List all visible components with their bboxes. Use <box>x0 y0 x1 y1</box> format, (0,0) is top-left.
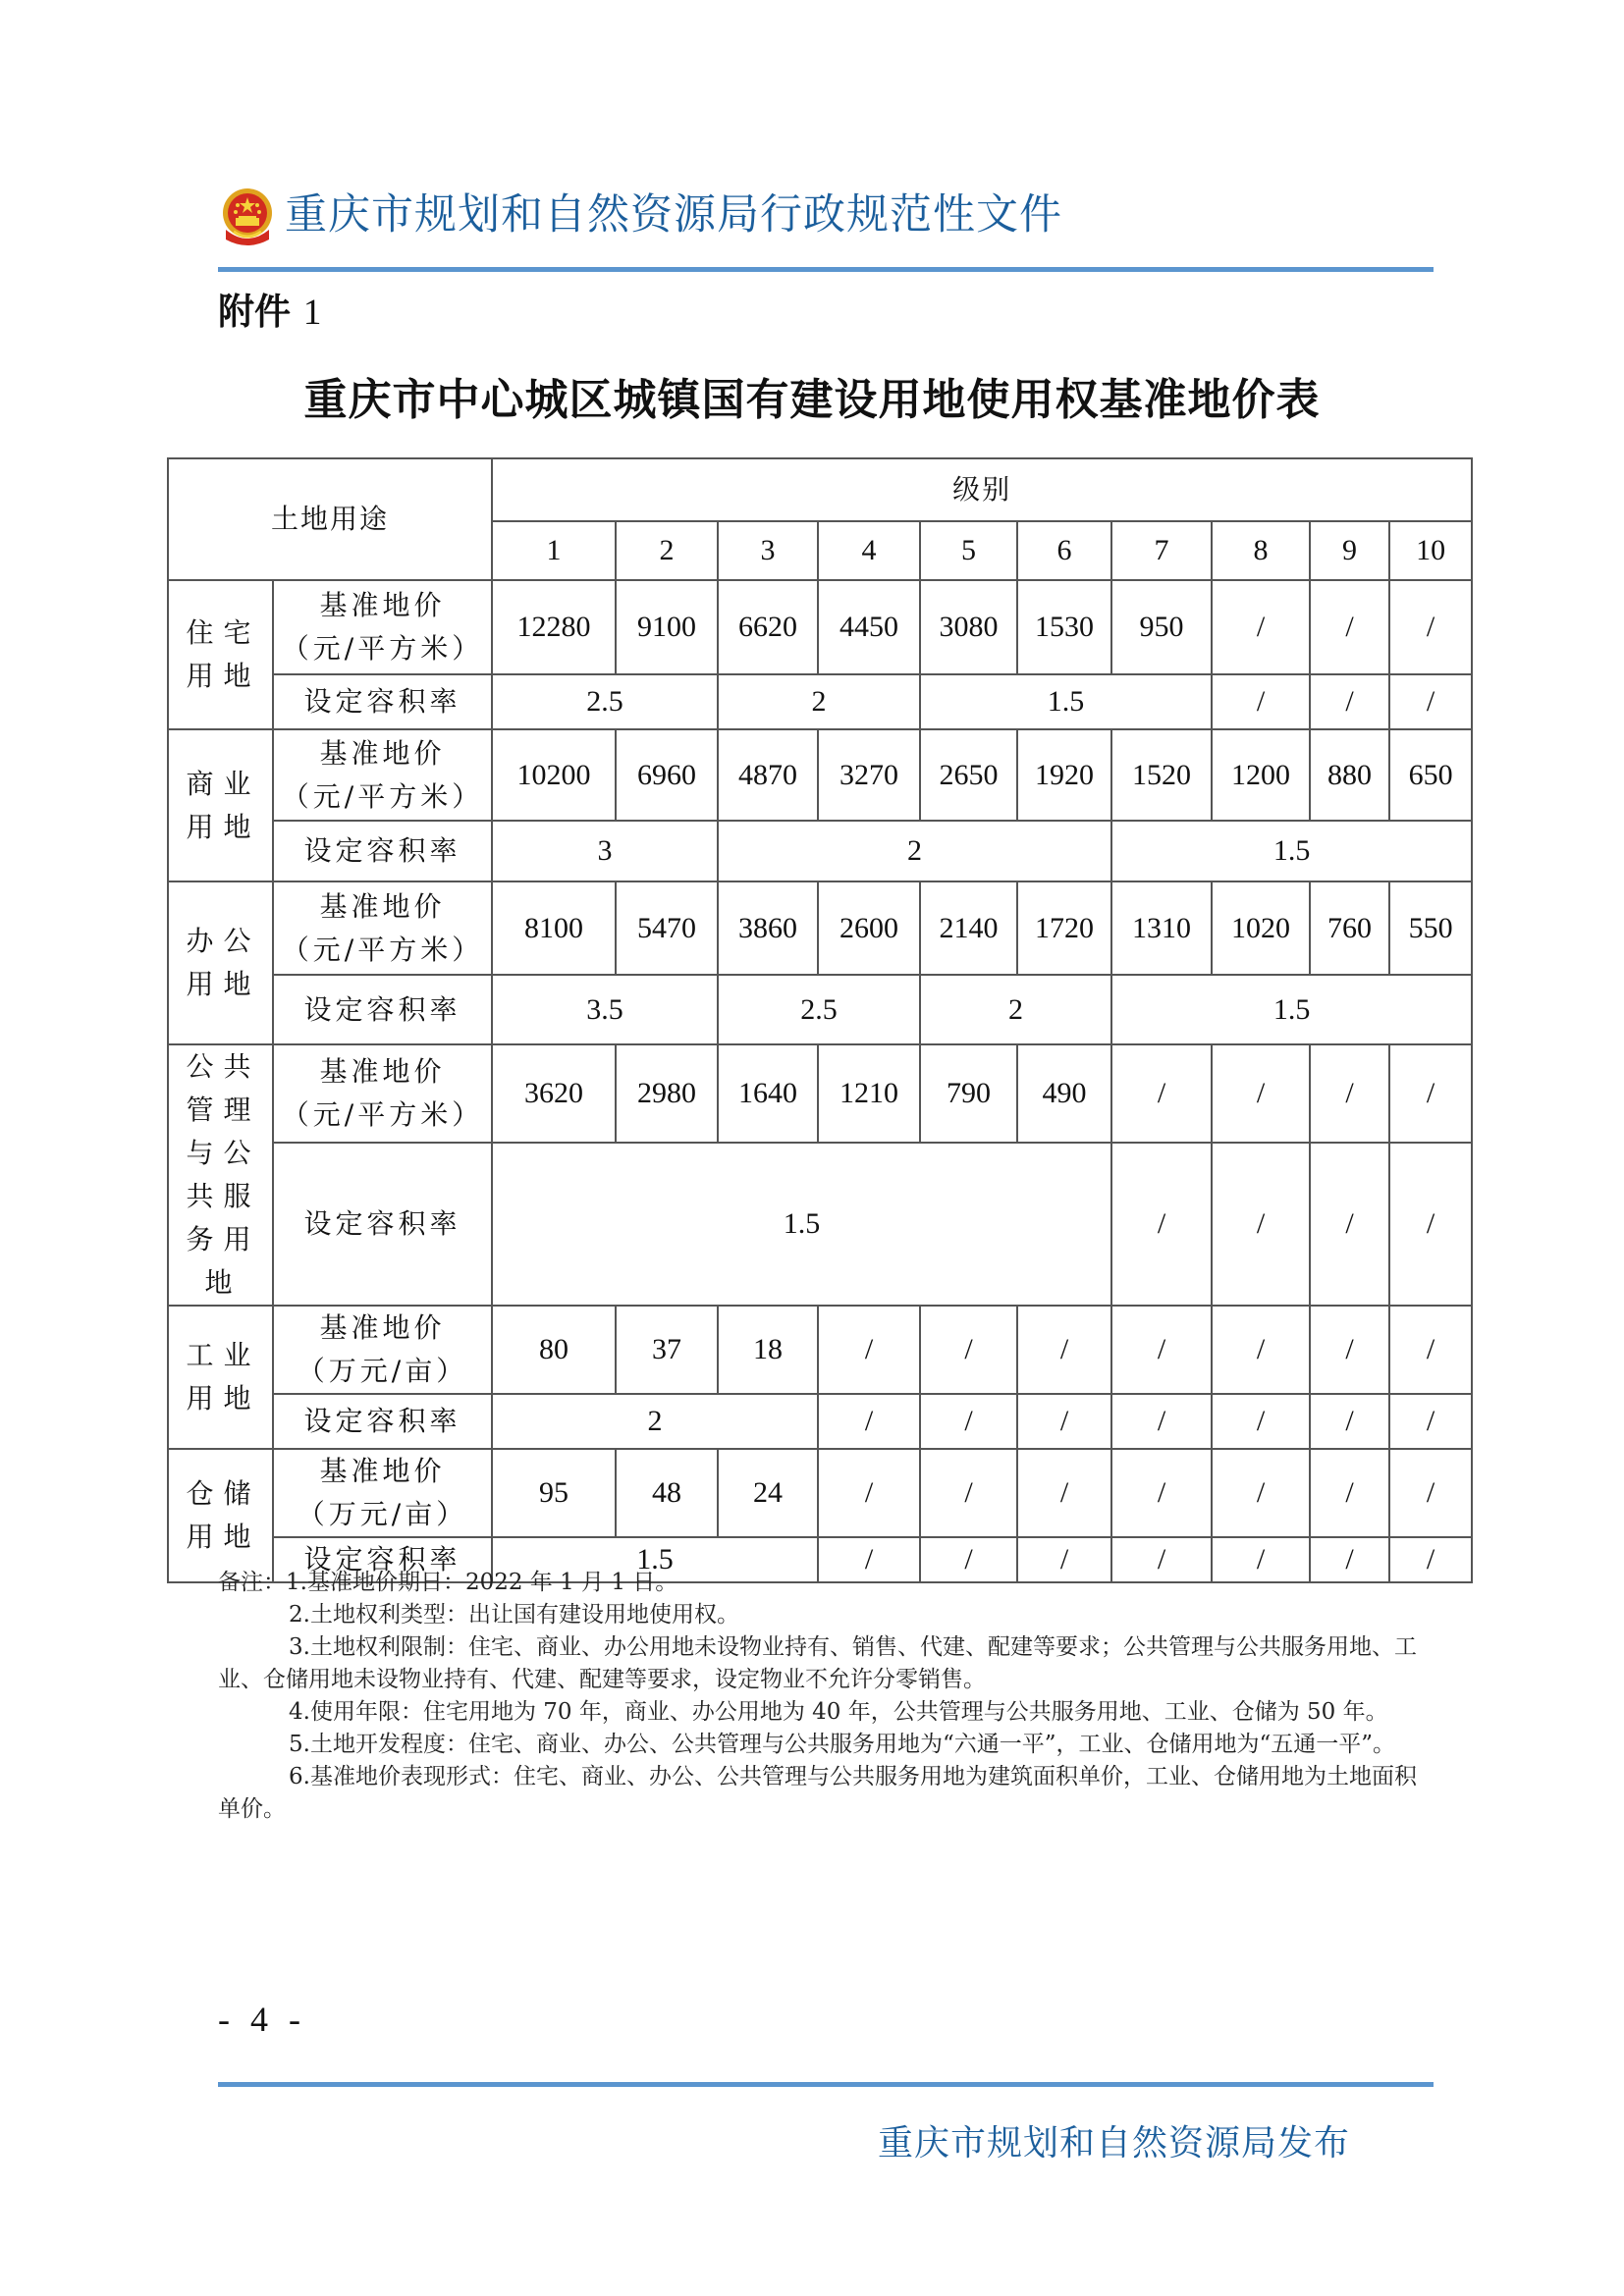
far-cell: / <box>1310 1394 1389 1449</box>
price-cell: 80 <box>492 1306 616 1394</box>
far-cell: / <box>1111 1394 1212 1449</box>
level-number: 6 <box>1017 521 1111 580</box>
price-cell: 790 <box>920 1044 1017 1143</box>
level-number: 2 <box>616 521 718 580</box>
far-cell: 2 <box>492 1394 818 1449</box>
far-cell: / <box>818 1537 920 1582</box>
far-cell: 2 <box>718 821 1111 881</box>
land-category-line: 工业 <box>186 1339 261 1371</box>
note-item: 备注：1.基准地价期日：2022 年 1 月 1 日。 <box>218 1570 678 1595</box>
price-cell: 1920 <box>1017 729 1111 821</box>
level-number: 9 <box>1310 521 1389 580</box>
price-cell: 650 <box>1389 729 1472 821</box>
price-cell: / <box>1212 1449 1310 1537</box>
price-cell: 880 <box>1310 729 1389 821</box>
price-label <box>273 881 492 975</box>
land-category-line: 用地 <box>186 660 261 692</box>
land-category-line: 共服 <box>186 1180 261 1212</box>
price-cell: 1520 <box>1111 729 1212 821</box>
level-number: 3 <box>718 521 818 580</box>
far-cell: / <box>1212 1394 1310 1449</box>
price-label <box>273 580 492 674</box>
price-cell: 95 <box>492 1449 616 1537</box>
far-cell: / <box>1310 674 1389 729</box>
far-cell: / <box>818 1394 920 1449</box>
price-cell: 1210 <box>818 1044 920 1143</box>
price-cell: / <box>1111 1044 1212 1143</box>
far-cell: / <box>1017 1537 1111 1582</box>
price-cell: 10200 <box>492 729 616 821</box>
level-number: 4 <box>818 521 920 580</box>
annex-label <box>218 287 321 339</box>
far-cell: / <box>1389 674 1472 729</box>
price-row <box>168 1306 1472 1394</box>
far-cell: / <box>1212 674 1310 729</box>
price-cell: / <box>920 1449 1017 1537</box>
note-item: 2.土地权利类型：出让国有建设用地使用权。 <box>289 1602 739 1628</box>
price-cell: 950 <box>1111 580 1212 674</box>
land-use-header: 土地用途 <box>168 458 492 580</box>
price-cell: 1200 <box>1212 729 1310 821</box>
far-cell: / <box>1111 1143 1212 1306</box>
land-category-line: 公共 <box>186 1050 261 1083</box>
price-cell: 12280 <box>492 580 616 674</box>
price-cell: 8100 <box>492 881 616 975</box>
price-cell: 2140 <box>920 881 1017 975</box>
far-cell: / <box>1310 1143 1389 1306</box>
far-label: 设定容积率 <box>273 975 492 1044</box>
price-row <box>168 729 1472 821</box>
land-category-line: 务用 <box>186 1223 261 1255</box>
price-unit: （万元/亩） <box>297 1498 468 1530</box>
far-cell: / <box>1389 1394 1472 1449</box>
price-cell: / <box>1310 1306 1389 1394</box>
far-row <box>168 674 1472 729</box>
far-cell: / <box>1212 1537 1310 1582</box>
far-label: 设定容积率 <box>273 1143 492 1306</box>
price-cell: 490 <box>1017 1044 1111 1143</box>
price-cell: 1310 <box>1111 881 1212 975</box>
far-label: 设定容积率 <box>273 1394 492 1449</box>
far-cell: 2 <box>920 975 1111 1044</box>
note-item: 4.使用年限：住宅用地为 70 年，商业、办公用地为 40 年，公共管理与公共服务用地、工业、仓储为 50 年。 <box>289 1699 1388 1725</box>
price-cell: 3270 <box>818 729 920 821</box>
price-cell: / <box>1111 1449 1212 1537</box>
price-cell: / <box>1389 1044 1472 1143</box>
price-cell: / <box>1017 1306 1111 1394</box>
price-cell: 1720 <box>1017 881 1111 975</box>
price-cell: 550 <box>1389 881 1472 975</box>
price-cell: / <box>920 1306 1017 1394</box>
footer-publisher: 重庆市规划和自然资源局发布 <box>878 2123 1351 2163</box>
far-row <box>168 1143 1472 1306</box>
land-category-line: 地 <box>204 1266 243 1299</box>
annex-text: 附件 <box>218 291 291 333</box>
price-cell: / <box>1212 1306 1310 1394</box>
price-cell: 3080 <box>920 580 1017 674</box>
land-category-line: 用地 <box>186 1521 261 1553</box>
price-cell: 2980 <box>616 1044 718 1143</box>
price-label <box>273 1044 492 1143</box>
level-number: 8 <box>1212 521 1310 580</box>
price-row <box>168 881 1472 975</box>
land-category-line: 用地 <box>186 1382 261 1415</box>
land-category <box>168 729 273 881</box>
far-row <box>168 975 1472 1044</box>
far-label: 设定容积率 <box>273 674 492 729</box>
price-label-text: 基准地价 <box>319 1311 446 1344</box>
price-cell: 3620 <box>492 1044 616 1143</box>
annex-number: 1 <box>302 293 322 333</box>
level-number: 1 <box>492 521 616 580</box>
price-cell: 48 <box>616 1449 718 1537</box>
page-number: - 4 - <box>218 2000 306 2039</box>
price-label <box>273 729 492 821</box>
land-category <box>168 1449 273 1582</box>
price-cell: / <box>1212 1044 1310 1143</box>
note-item: 5.土地开发程度：住宅、商业、办公、公共管理与公共服务用地为“六通一平”，工业、仓储用地为“五通一平”。 <box>289 1732 1395 1757</box>
price-cell: / <box>1310 1044 1389 1143</box>
land-category <box>168 1044 273 1306</box>
price-unit: （元/平方米） <box>281 933 484 966</box>
far-cell: 2.5 <box>718 975 920 1044</box>
level-number: 7 <box>1111 521 1212 580</box>
header-title: 重庆市规划和自然资源局行政规范性文件 <box>285 190 1062 240</box>
price-label-text: 基准地价 <box>319 736 446 770</box>
price-cell: 2600 <box>818 881 920 975</box>
price-label-text: 基准地价 <box>319 589 446 621</box>
price-label-text: 基准地价 <box>319 889 446 923</box>
note-item: 6.基准地价表现形式：住宅、商业、办公、公共管理与公共服务用地为建筑面积单价，工业、仓储用地为土地面积单价。 <box>218 1764 1417 1822</box>
land-category-line: 办公 <box>186 925 261 957</box>
far-cell: 1.5 <box>920 674 1212 729</box>
price-cell: / <box>1017 1449 1111 1537</box>
price-label <box>273 1306 492 1394</box>
price-row <box>168 580 1472 674</box>
price-cell: 4870 <box>718 729 818 821</box>
price-cell: 760 <box>1310 881 1389 975</box>
price-unit: （元/平方米） <box>281 779 484 813</box>
far-cell: / <box>1212 1143 1310 1306</box>
header-divider <box>218 267 1434 272</box>
land-category-line: 用地 <box>186 810 261 843</box>
price-cell: 37 <box>616 1306 718 1394</box>
far-cell: 1.5 <box>1111 821 1472 881</box>
land-category <box>168 580 273 729</box>
far-cell: / <box>1389 1143 1472 1306</box>
price-cell: 18 <box>718 1306 818 1394</box>
price-cell: / <box>1212 580 1310 674</box>
land-category-line: 仓储 <box>186 1477 261 1510</box>
land-category <box>168 881 273 1044</box>
land-category-line: 商业 <box>186 767 261 800</box>
level-number: 5 <box>920 521 1017 580</box>
price-cell: 1640 <box>718 1044 818 1143</box>
level-number: 10 <box>1389 521 1472 580</box>
far-row <box>168 821 1472 881</box>
far-cell: 1.5 <box>492 1537 818 1582</box>
price-cell: 1020 <box>1212 881 1310 975</box>
note-item: 3.土地权利限制：住宅、商业、办公用地未设物业持有、销售、代建、配建等要求；公共管理与公共服务用地、工业、仓储用地未设物业持有、代建、配建等要求，设定物业不允许分零销售。 <box>218 1634 1417 1692</box>
price-cell: / <box>1111 1306 1212 1394</box>
price-label <box>273 1449 492 1537</box>
far-label: 设定容积率 <box>273 821 492 881</box>
price-cell: 5470 <box>616 881 718 975</box>
price-cell: / <box>1389 1306 1472 1394</box>
price-cell: 9100 <box>616 580 718 674</box>
land-category-line: 用地 <box>186 968 261 1000</box>
land-category <box>168 1306 273 1449</box>
far-cell: 1.5 <box>1111 975 1472 1044</box>
price-cell: 6620 <box>718 580 818 674</box>
price-label-text: 基准地价 <box>319 1055 446 1089</box>
land-price-table <box>167 457 1473 1583</box>
price-unit: （万元/亩） <box>297 1355 468 1387</box>
price-cell: / <box>1310 1449 1389 1537</box>
far-cell: / <box>1310 1537 1389 1582</box>
land-category-line: 管理 <box>186 1094 261 1126</box>
level-header: 级别 <box>492 458 1472 521</box>
far-cell: 2 <box>718 674 920 729</box>
far-cell: / <box>920 1537 1017 1582</box>
price-cell: / <box>818 1449 920 1537</box>
land-category-line: 住宅 <box>186 616 261 649</box>
price-cell: 3860 <box>718 881 818 975</box>
price-cell: / <box>1389 1449 1472 1537</box>
far-cell: / <box>1017 1394 1111 1449</box>
price-cell: 4450 <box>818 580 920 674</box>
price-unit: （元/平方米） <box>281 1098 484 1132</box>
price-cell: 24 <box>718 1449 818 1537</box>
footer-divider <box>218 2082 1434 2087</box>
national-emblem-icon <box>220 187 275 247</box>
far-cell: 3 <box>492 821 718 881</box>
price-cell: / <box>1389 580 1472 674</box>
price-label-text: 基准地价 <box>319 1455 446 1487</box>
notes-section <box>218 1567 1435 1826</box>
price-cell: 1530 <box>1017 580 1111 674</box>
price-cell: 2650 <box>920 729 1017 821</box>
price-unit: （元/平方米） <box>281 632 484 665</box>
far-row <box>168 1394 1472 1449</box>
document-title: 重庆市中心城区城镇国有建设用地使用权基准地价表 <box>303 375 1321 425</box>
far-cell: / <box>1389 1537 1472 1582</box>
far-cell: 2.5 <box>492 674 718 729</box>
land-category-line: 与公 <box>186 1137 261 1169</box>
price-row <box>168 1044 1472 1143</box>
far-cell: / <box>920 1394 1017 1449</box>
price-cell: / <box>818 1306 920 1394</box>
price-cell: 6960 <box>616 729 718 821</box>
far-cell: 3.5 <box>492 975 718 1044</box>
price-cell: / <box>1310 580 1389 674</box>
price-row <box>168 1449 1472 1537</box>
far-cell: 1.5 <box>492 1143 1111 1306</box>
far-label: 设定容积率 <box>273 1537 492 1582</box>
far-cell: / <box>1111 1537 1212 1582</box>
